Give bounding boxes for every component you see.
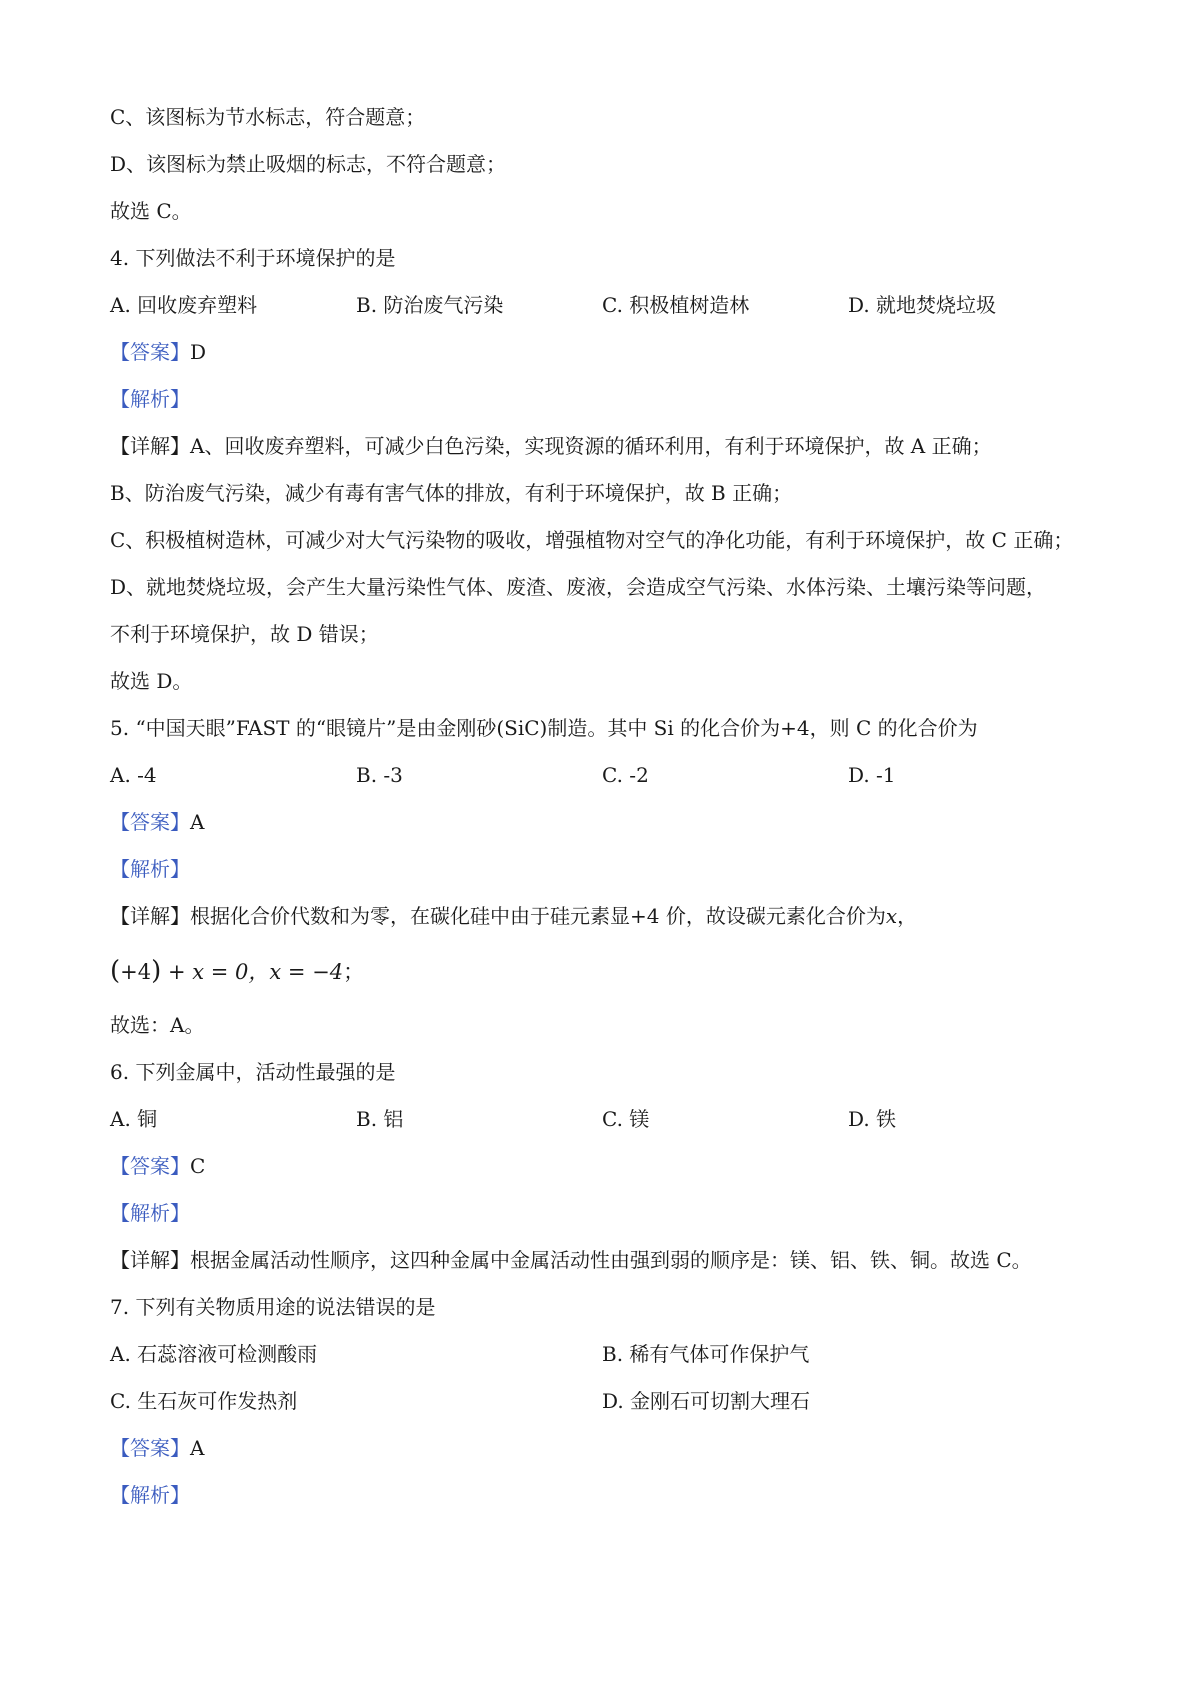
q6-options bbox=[110, 1096, 1100, 1143]
q5-option-a: A. -4 bbox=[110, 763, 157, 787]
q7-option-d: D. 金刚石可切割大理石 bbox=[602, 1389, 811, 1413]
q4-detail-line-3: C、积极植树造林，可减少对大气污染物的吸收，增强植物对空气的净化功能，有利于环境保护，故 C 正确； bbox=[110, 528, 1074, 552]
q6-answer-value: C bbox=[190, 1154, 206, 1178]
eq-close-paren: ) bbox=[151, 956, 162, 986]
q6-option-a: A. 铜 bbox=[110, 1107, 158, 1131]
eq-plus-four: +4 bbox=[120, 960, 152, 984]
q7-option-a: A. 石蕊溶液可检测酸雨 bbox=[110, 1342, 318, 1366]
q5-conclusion: 故选：A。 bbox=[110, 1013, 205, 1037]
prev-option-d-explanation: D、该图标为禁止吸烟的标志，不符合题意； bbox=[110, 152, 507, 176]
q7-options-row-1 bbox=[110, 1331, 1100, 1378]
q6-option-c: C. 镁 bbox=[602, 1107, 650, 1131]
q5-detail bbox=[110, 893, 1100, 940]
q4-detail-line-5: 不利于环境保护，故 D 错误； bbox=[110, 622, 379, 646]
answer-tag: 【答案】 bbox=[110, 810, 190, 834]
answer-tag: 【答案】 bbox=[110, 340, 190, 364]
q5-option-c: C. -2 bbox=[602, 763, 649, 787]
q5-answer bbox=[110, 799, 1100, 846]
answer-tag: 【答案】 bbox=[110, 1154, 190, 1178]
q5-option-d: D. -1 bbox=[848, 763, 896, 787]
q5-equation bbox=[110, 940, 1100, 1002]
eq-second: x = −4 bbox=[269, 960, 344, 984]
q7-analysis-tag: 【解析】 bbox=[110, 1483, 190, 1507]
q5-option-b: B. -3 bbox=[356, 763, 403, 787]
q5-analysis-tag: 【解析】 bbox=[110, 857, 190, 881]
q6-stem: 6. 下列金属中，活动性最强的是 bbox=[110, 1060, 396, 1084]
q5-detail-text: 【详解】根据化合价代数和为零，在碳化硅中由于硅元素显+4 价，故设碳元素化合价为 bbox=[110, 904, 886, 928]
q5-options bbox=[110, 752, 1100, 799]
q6-option-d: D. 铁 bbox=[848, 1107, 897, 1131]
q7-answer bbox=[110, 1425, 1100, 1472]
q7-stem: 7. 下列有关物质用途的说法错误的是 bbox=[110, 1295, 436, 1319]
q4-option-b: B. 防治废气污染 bbox=[356, 293, 504, 317]
q7-answer-value: A bbox=[190, 1436, 205, 1460]
prev-conclusion: 故选 C。 bbox=[110, 199, 192, 223]
q6-analysis-tag: 【解析】 bbox=[110, 1201, 190, 1225]
q4-analysis-tag: 【解析】 bbox=[110, 387, 190, 411]
q5-detail-end: ， bbox=[897, 904, 918, 928]
prev-option-c-explanation: C、该图标为节水标志，符合题意； bbox=[110, 105, 426, 129]
q4-options bbox=[110, 282, 1100, 329]
q7-options-row-2 bbox=[110, 1378, 1100, 1425]
q4-stem: 4. 下列做法不利于环境保护的是 bbox=[110, 246, 396, 270]
eq-first: + x = 0， bbox=[161, 960, 270, 984]
q4-detail-line-2: B、防治废气污染，减少有毒有害气体的排放，有利于环境保护，故 B 正确； bbox=[110, 481, 793, 505]
q7-option-b: B. 稀有气体可作保护气 bbox=[602, 1342, 810, 1366]
q4-option-d: D. 就地焚烧垃圾 bbox=[848, 293, 997, 317]
q5-stem: 5. “中国天眼”FAST 的“眼镜片”是由金刚砂(SiC)制造。其中 Si 的化合价为+4，则 C 的化合价为 bbox=[110, 716, 978, 740]
q4-conclusion: 故选 D。 bbox=[110, 669, 193, 693]
q6-detail: 【详解】根据金属活动性顺序，这四种金属中金属活动性由强到弱的顺序是：镁、铝、铁、铜。故选 C。 bbox=[110, 1248, 1032, 1272]
q4-answer-value: D bbox=[190, 340, 207, 364]
eq-open-paren: ( bbox=[110, 956, 121, 986]
q6-answer bbox=[110, 1143, 1100, 1190]
q4-answer bbox=[110, 329, 1100, 376]
q5-answer-value: A bbox=[190, 810, 205, 834]
q4-option-c: C. 积极植树造林 bbox=[602, 293, 750, 317]
q4-option-a: A. 回收废弃塑料 bbox=[110, 293, 258, 317]
answer-tag: 【答案】 bbox=[110, 1436, 190, 1460]
q7-option-c: C. 生石灰可作发热剂 bbox=[110, 1389, 298, 1413]
q4-detail-line-1: 【详解】A、回收废弃塑料，可减少白色污染，实现资源的循环利用，有利于环境保护，故 A 正确； bbox=[110, 434, 992, 458]
q6-option-b: B. 铝 bbox=[356, 1107, 404, 1131]
document-page bbox=[110, 94, 1100, 1519]
eq-end: ； bbox=[343, 960, 365, 984]
q5-detail-variable: x bbox=[885, 904, 898, 928]
q4-detail-line-4: D、就地焚烧垃圾，会产生大量污染性气体、废渣、废液，会造成空气污染、水体污染、土壤污染等问题， bbox=[110, 575, 1047, 599]
